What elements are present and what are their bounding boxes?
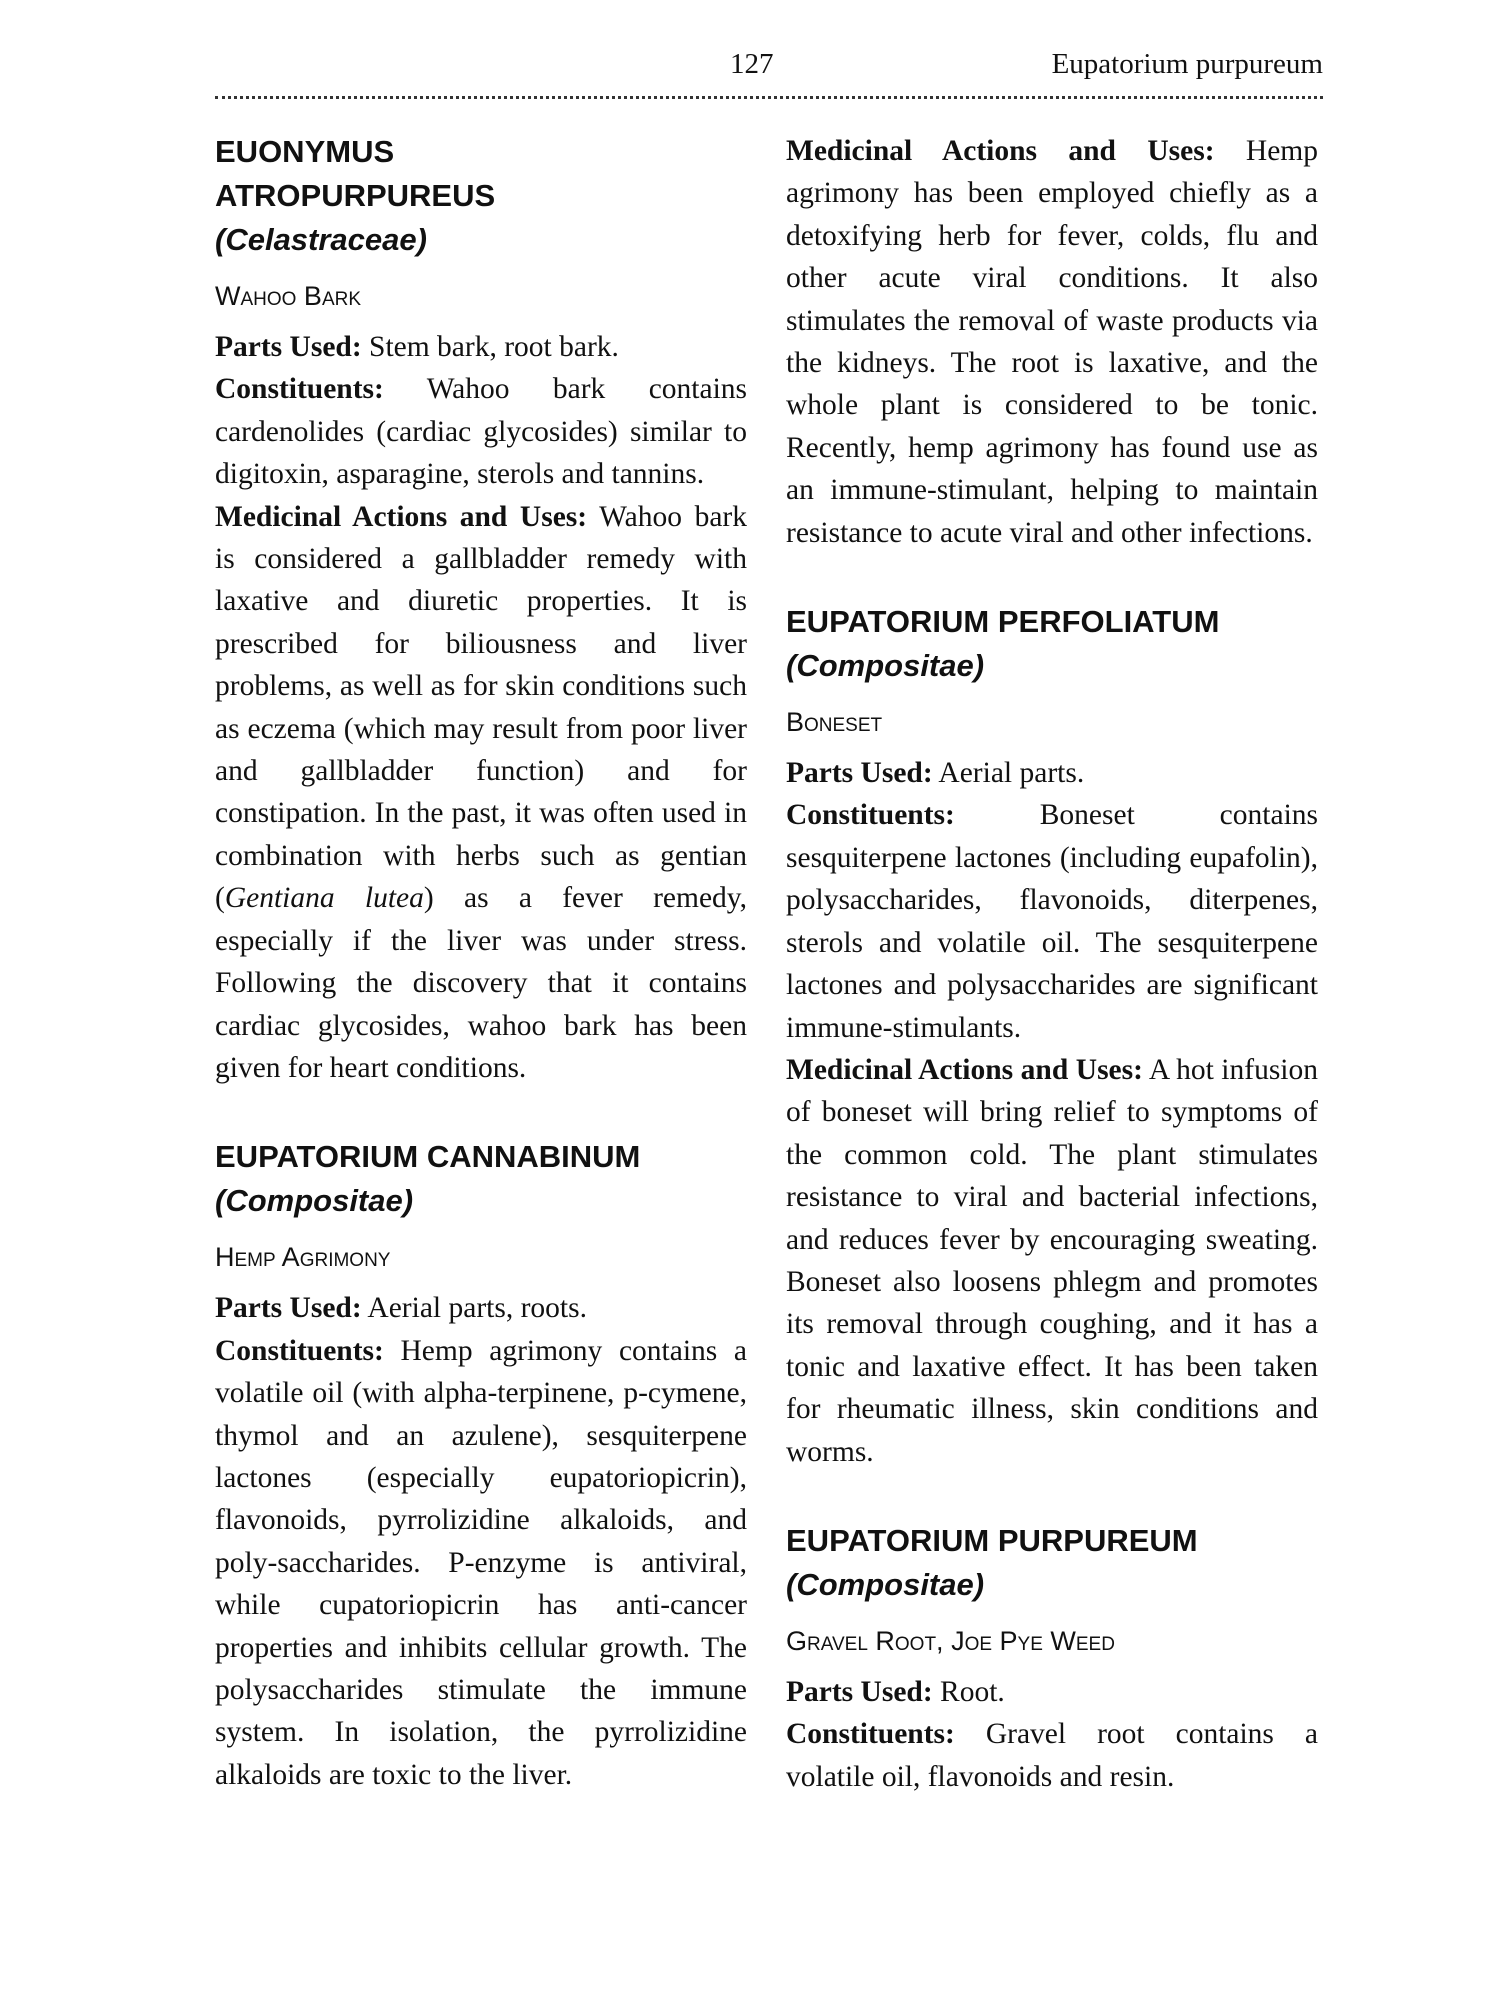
medicinal-uses-continued: Medicinal Actions and Uses: Hemp agrimony has been employed chiefly as a detoxifying herb for fever, colds, flu and other acute viral conditions. It also stimulates the removal of waste products via the kidneys. The root is laxative, and the whole plant is considered to be tonic. Recently, hemp agrimony has found use as an immune-stimulant, helping to maintain resistance to acute viral and other infections. xyxy=(786,135,1318,549)
header-divider xyxy=(215,96,1323,99)
entry-family: (Compositae) xyxy=(215,1183,414,1219)
parts-used: Parts Used: Aerial parts, roots. xyxy=(215,1292,587,1325)
running-head: Eupatorium purpureum xyxy=(1051,48,1323,80)
entry-family: (Compositae) xyxy=(786,1566,985,1602)
common-name: Boneset xyxy=(786,707,883,738)
entry-eupatorium-purpureum xyxy=(786,1519,1318,1798)
entry-euonymus xyxy=(215,130,747,1089)
constituents: Constituents: Hemp agrimony contains a volatile oil (with alpha-terpinene, p-cymene, thymol and an azulene), sesquiterpene lactones (especially eupatoriopicrin), flavonoids, pyrrolizidine alkaloids, and poly-saccharides. P-enzyme is antiviral, while cupatoriopicrin has anti-cancer properties and inhibits cellular growth. The polysaccharides stimulate the immune system. In isolation, the pyrrolizidine alkaloids are toxic to the liver. xyxy=(215,1334,747,1791)
constituents: Constituents: Wahoo bark contains cardenolides (cardiac glycosides) similar to digitoxin, asparagine, sterols and tannins. xyxy=(215,373,747,491)
page-number: 127 xyxy=(730,48,774,80)
medicinal-uses: Medicinal Actions and Uses: A hot infusion of boneset will bring relief to symptoms of the common cold. The plant stimulates resistance to viral and bacterial infections, and reduces fever by encouraging sweating. Boneset also loosens phlegm and promotes its removal through coughing, and it has a tonic and laxative effect. It has been taken for rheumatic illness, skin conditions and worms. xyxy=(786,1053,1318,1468)
entry-title: EUPATORIUM PURPUREUM xyxy=(786,1522,1198,1558)
common-name: Gravel Root, Joe Pye Weed xyxy=(786,1625,1115,1656)
entry-eupatorium-perfoliatum xyxy=(786,600,1318,1473)
entry-title: EUONYMUS ATROPURPUREUS xyxy=(215,134,496,213)
entry-family: (Compositae) xyxy=(786,648,985,684)
constituents: Constituents: Boneset contains sesquiterpene lactones (including eupafolin), polysaccharides, flavonoids, diterpenes, sterols and volatile oil. The sesquiterpene lactones and polysaccharides are significant immune-stimulants. xyxy=(786,799,1318,1044)
right-column xyxy=(786,130,1318,1798)
entry-eupatorium-cannabinum xyxy=(215,1135,747,1796)
common-name: Hemp Agrimony xyxy=(215,1242,391,1273)
left-column xyxy=(215,130,747,1796)
parts-used: Parts Used: Root. xyxy=(786,1675,1005,1708)
constituents: Constituents: Gravel root contains a volatile oil, flavonoids and resin. xyxy=(786,1718,1318,1793)
entry-family: (Celastraceae) xyxy=(215,222,427,257)
entry-title: EUPATORIUM PERFOLIATUM xyxy=(786,604,1220,640)
parts-used: Parts Used: Aerial parts. xyxy=(786,757,1085,790)
common-name: Wahoo Bark xyxy=(215,281,362,311)
medicinal-uses: Medicinal Actions and Uses: Wahoo bark is considered a gallbladder remedy with laxative and diuretic properties. It is prescribed for biliousness and liver problems, as well as for skin conditions such as eczema (which may result from poor liver and gallbladder function) and for constipation. In the past, it was often used in combination with herbs such as gentian (Gentiana lutea) as a fever remedy, especially if the liver was under stress. Following the discovery that it contains cardiac glycosides, wahoo bark has been given for heart conditions. xyxy=(215,500,747,1084)
entry-title: EUPATORIUM CANNABINUM xyxy=(215,1139,641,1175)
parts-used: Parts Used: Stem bark, root bark. xyxy=(215,331,619,363)
page-header xyxy=(215,48,1323,88)
